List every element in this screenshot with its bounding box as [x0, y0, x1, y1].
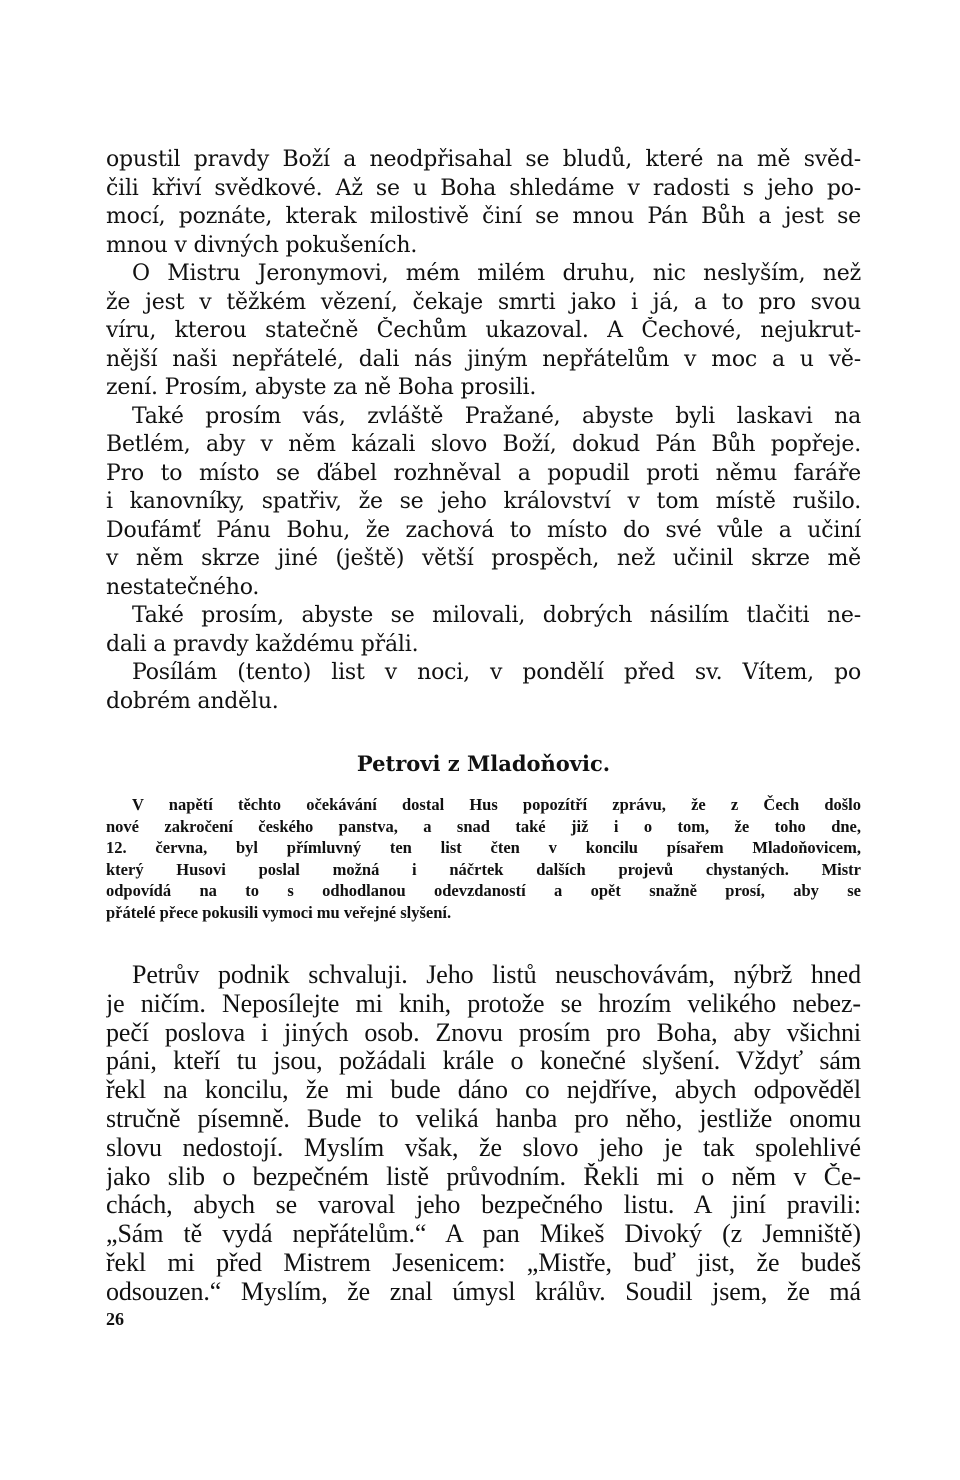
- text-line: víru, kterou statečně Čechům ukazoval. A Čechové, nejukrut-: [106, 318, 861, 343]
- text-line: stručně písemně. Bude to veliká hanba pro něho, jestliže onomu: [106, 1104, 861, 1133]
- text-line: dobrém andělu.: [106, 688, 279, 714]
- text-line: čili křiví svědkové. Až se u Boha shledáme v radosti s jeho po-: [106, 175, 861, 201]
- page-number: 26: [106, 1309, 124, 1329]
- text-line: nestatečného.: [106, 574, 260, 600]
- text-line: páni, kteří tu jsou, požádali krále o konečné slyšení. Vždyť sám: [106, 1047, 861, 1076]
- text-line: Doufámť Pánu Bohu, že zachová to místo do své vůle a učiní: [106, 517, 861, 543]
- paragraph: [106, 403, 861, 603]
- text-line: zení. Prosím, abyste za ně Boha prosili.: [106, 375, 537, 400]
- letter-continuation: [106, 146, 861, 716]
- text-line: dali a pravdy každému přáli.: [106, 631, 419, 657]
- note-line: odpovídá na to s odhodlanou odevzdaností a opět snažně prosí, aby se: [106, 881, 861, 900]
- paragraph: [106, 146, 861, 260]
- text-line: řekl mi před Mistrem Jesenicem: „Mistře, buď jist, že budeš: [106, 1248, 861, 1277]
- text-line: chách, abych se varoval jeho bezpečného listu. A jiní pravili:: [106, 1191, 861, 1220]
- text-line: Také prosím, abyste se milovali, dobrých násilím tlačiti ne-: [132, 603, 861, 628]
- text-line: že jest v těžkém vězení, čekaje smrti jako i já, a to pro svou: [106, 289, 861, 315]
- text-line: nější naši nepřátelé, dali nás jiným nepřátelům v moc a u vě-: [106, 346, 861, 372]
- paragraph: [106, 659, 861, 716]
- note-line: přátelé přece pokusili vymoci mu veřejné slyšení.: [106, 902, 452, 922]
- text-line: opustil pravdy Boží a neodpřisahal se bludů, které na mě svěd-: [106, 147, 861, 172]
- text-line: i kanovníky, spatřiv, že se jeho království v tom místě rušilo.: [106, 489, 861, 514]
- section-heading: Petrovi z Mladoňovic.: [356, 751, 611, 776]
- text-line: je ničím. Neposílejte mi knih, protože se hrozím velikého nebez-: [106, 989, 861, 1018]
- book-page: [106, 146, 861, 1307]
- paragraph: [106, 260, 861, 403]
- text-line: mnou v divných pokušeních.: [106, 232, 418, 258]
- text-line: Petrův podnik schvaluji. Jeho listů neuschovávám, nýbrž hned: [132, 961, 861, 989]
- note-line: který Husovi poslal možná i náčrtek dalších projevů chystaných. Mistr: [106, 859, 861, 879]
- text-line: mocí, poznáte, kterak milostivě činí se mnou Pán Bůh a jest se: [106, 204, 861, 229]
- editorial-note: [106, 794, 861, 923]
- text-line: slovu nedostojí. Myslím však, že slovo jeho je tak spolehlivé: [106, 1133, 861, 1162]
- text-line: řekl na koncilu, že mi bude dáno co nejdříve, abych odpověděl: [106, 1076, 861, 1105]
- note-line: nové zakročení českého panstva, a snad také již i o tom, že toho dne,: [106, 816, 861, 836]
- note-line: 12. června, byl přímluvný ten list čten v koncilu písařem Mladoňovicem,: [106, 838, 861, 857]
- text-line: „Sám tě vydá nepřátelům.“ A pan Mikeš Divoký (z Jemniště): [106, 1220, 861, 1249]
- text-line: Také prosím vás, zvláště Pražané, abyste byli laskavi na: [132, 403, 861, 429]
- text-line: O Mistru Jeronymovi, mém milém druhu, nic neslyším, než: [132, 261, 861, 286]
- text-line: pečí poslova i jiných osob. Znovu prosím pro Boha, aby všichni: [106, 1018, 861, 1047]
- text-line: Posílám (tento) list v noci, v pondělí před sv. Vítem, po: [132, 660, 861, 685]
- paragraph: [106, 602, 861, 659]
- letter-text: [106, 961, 861, 1307]
- text-line: jako slib o bezpečném listě průvodním. Řekli mi o něm v Če-: [106, 1162, 861, 1191]
- text-line: Pro to místo se ďábel rozhněval a popudil proti němu faráře: [106, 460, 861, 486]
- text-line: Betlém, aby v něm kázali slovo Boží, dokud Pán Bůh popřeje.: [106, 432, 861, 457]
- text-line: odsouzen.“ Myslím, že znal úmysl králův. Soudil jsem, že má: [106, 1277, 861, 1306]
- text-line: v něm skrze jiné (ještě) větší prospěch, než učinil skrze mě: [106, 546, 861, 571]
- note-line: V napětí těchto očekávání dostal Hus popozítří zprávu, že z Čech došlo: [132, 795, 861, 814]
